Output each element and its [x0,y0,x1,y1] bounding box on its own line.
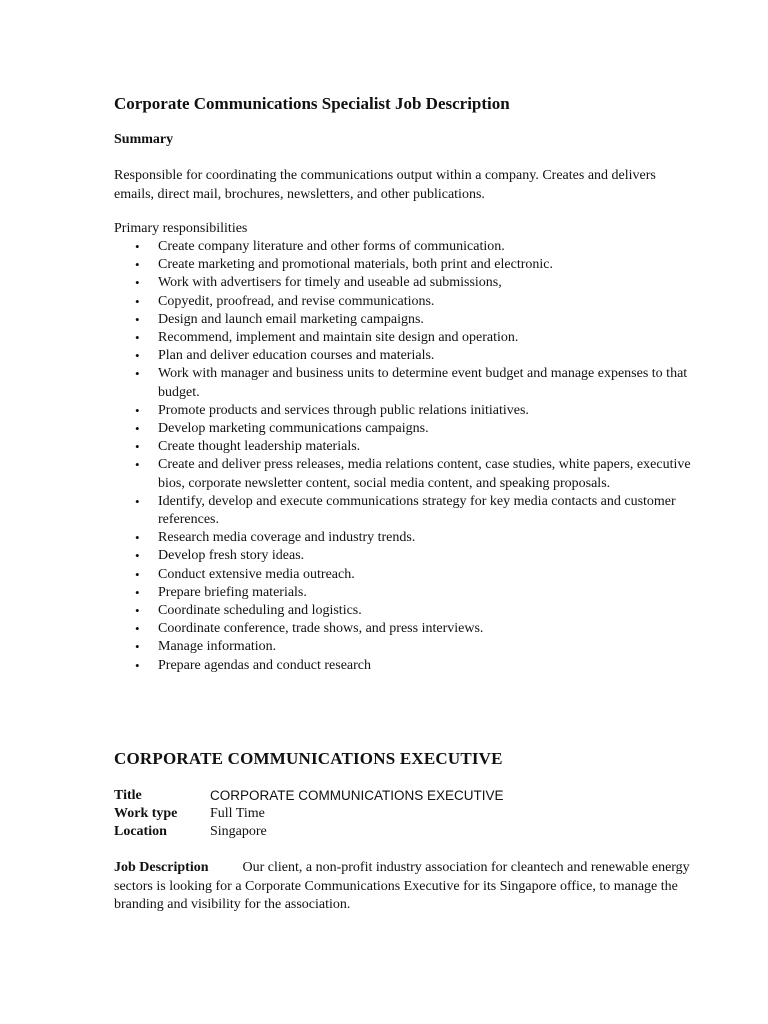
executive-heading: CORPORATE COMMUNICATIONS EXECUTIVE [114,749,503,768]
list-item: • Work with advertisers for timely and useable ad submissions, [114,274,694,292]
list-item: • Conduct extensive media outreach. [114,566,694,584]
list-item: • Promote products and services through public relations initiatives. [114,402,694,420]
list-item: • Create company literature and other forms of communication. [114,238,694,256]
list-item: • Research media coverage and industry trends. [114,529,694,547]
list-item: • Plan and deliver education courses and materials. [114,347,694,365]
work-type-label: Work type [114,806,178,821]
summary-text: Responsible for coordinating the communications output within a company. Creates and delivers emails, direct mail, brochures, newsletters, and other publications. [114,168,656,202]
summary-heading: Summary [114,132,174,147]
list-item: • Create and deliver press releases, media relations content, case studies, white papers, executive bios, corporate newsletter content, social media content, and speaking proposals. [114,456,694,492]
title-label: Title [114,788,142,803]
job-description-text: Our client, a non-profit industry association for cleantech and renewable energy sectors is looking for a Corporate Communications Executive for its Singapore office, to manage the branding and visibility for the association. [114,860,690,912]
job-meta-table [114,788,504,842]
list-item: • Identify, develop and execute communications strategy for key media contacts and customer references. [114,493,694,529]
list-item: • Copyedit, proofread, and revise communications. [114,293,694,311]
responsibilities-heading: Primary responsibilities [114,221,248,236]
job-description-paragraph [114,859,694,915]
table-row [114,788,504,806]
list-item: • Recommend, implement and maintain site design and operation. [114,329,694,347]
list-item: • Work with manager and business units to determine event budget and manage expenses to that budget. [114,365,694,401]
list-item: • Develop marketing communications campaigns. [114,420,694,438]
list-item: • Design and launch email marketing campaigns. [114,311,694,329]
location-value: Singapore [210,824,267,839]
table-row [114,806,504,824]
list-item: • Create thought leadership materials. [114,438,694,456]
location-label: Location [114,824,167,839]
job-description-label: Job Description [114,860,209,875]
list-item: • Prepare agendas and conduct research [114,657,694,675]
responsibilities-list [114,238,694,675]
title-value: CORPORATE COMMUNICATIONS EXECUTIVE [210,788,504,803]
list-item: • Prepare briefing materials. [114,584,694,602]
list-item: • Coordinate scheduling and logistics. [114,602,694,620]
table-row [114,824,504,842]
work-type-value: Full Time [210,806,265,821]
list-item: • Coordinate conference, trade shows, and press interviews. [114,620,694,638]
list-item: • Develop fresh story ideas. [114,547,694,565]
list-item: • Create marketing and promotional materials, both print and electronic. [114,256,694,274]
document-title: Corporate Communications Specialist Job Description [114,94,510,113]
list-item: • Manage information. [114,638,694,656]
